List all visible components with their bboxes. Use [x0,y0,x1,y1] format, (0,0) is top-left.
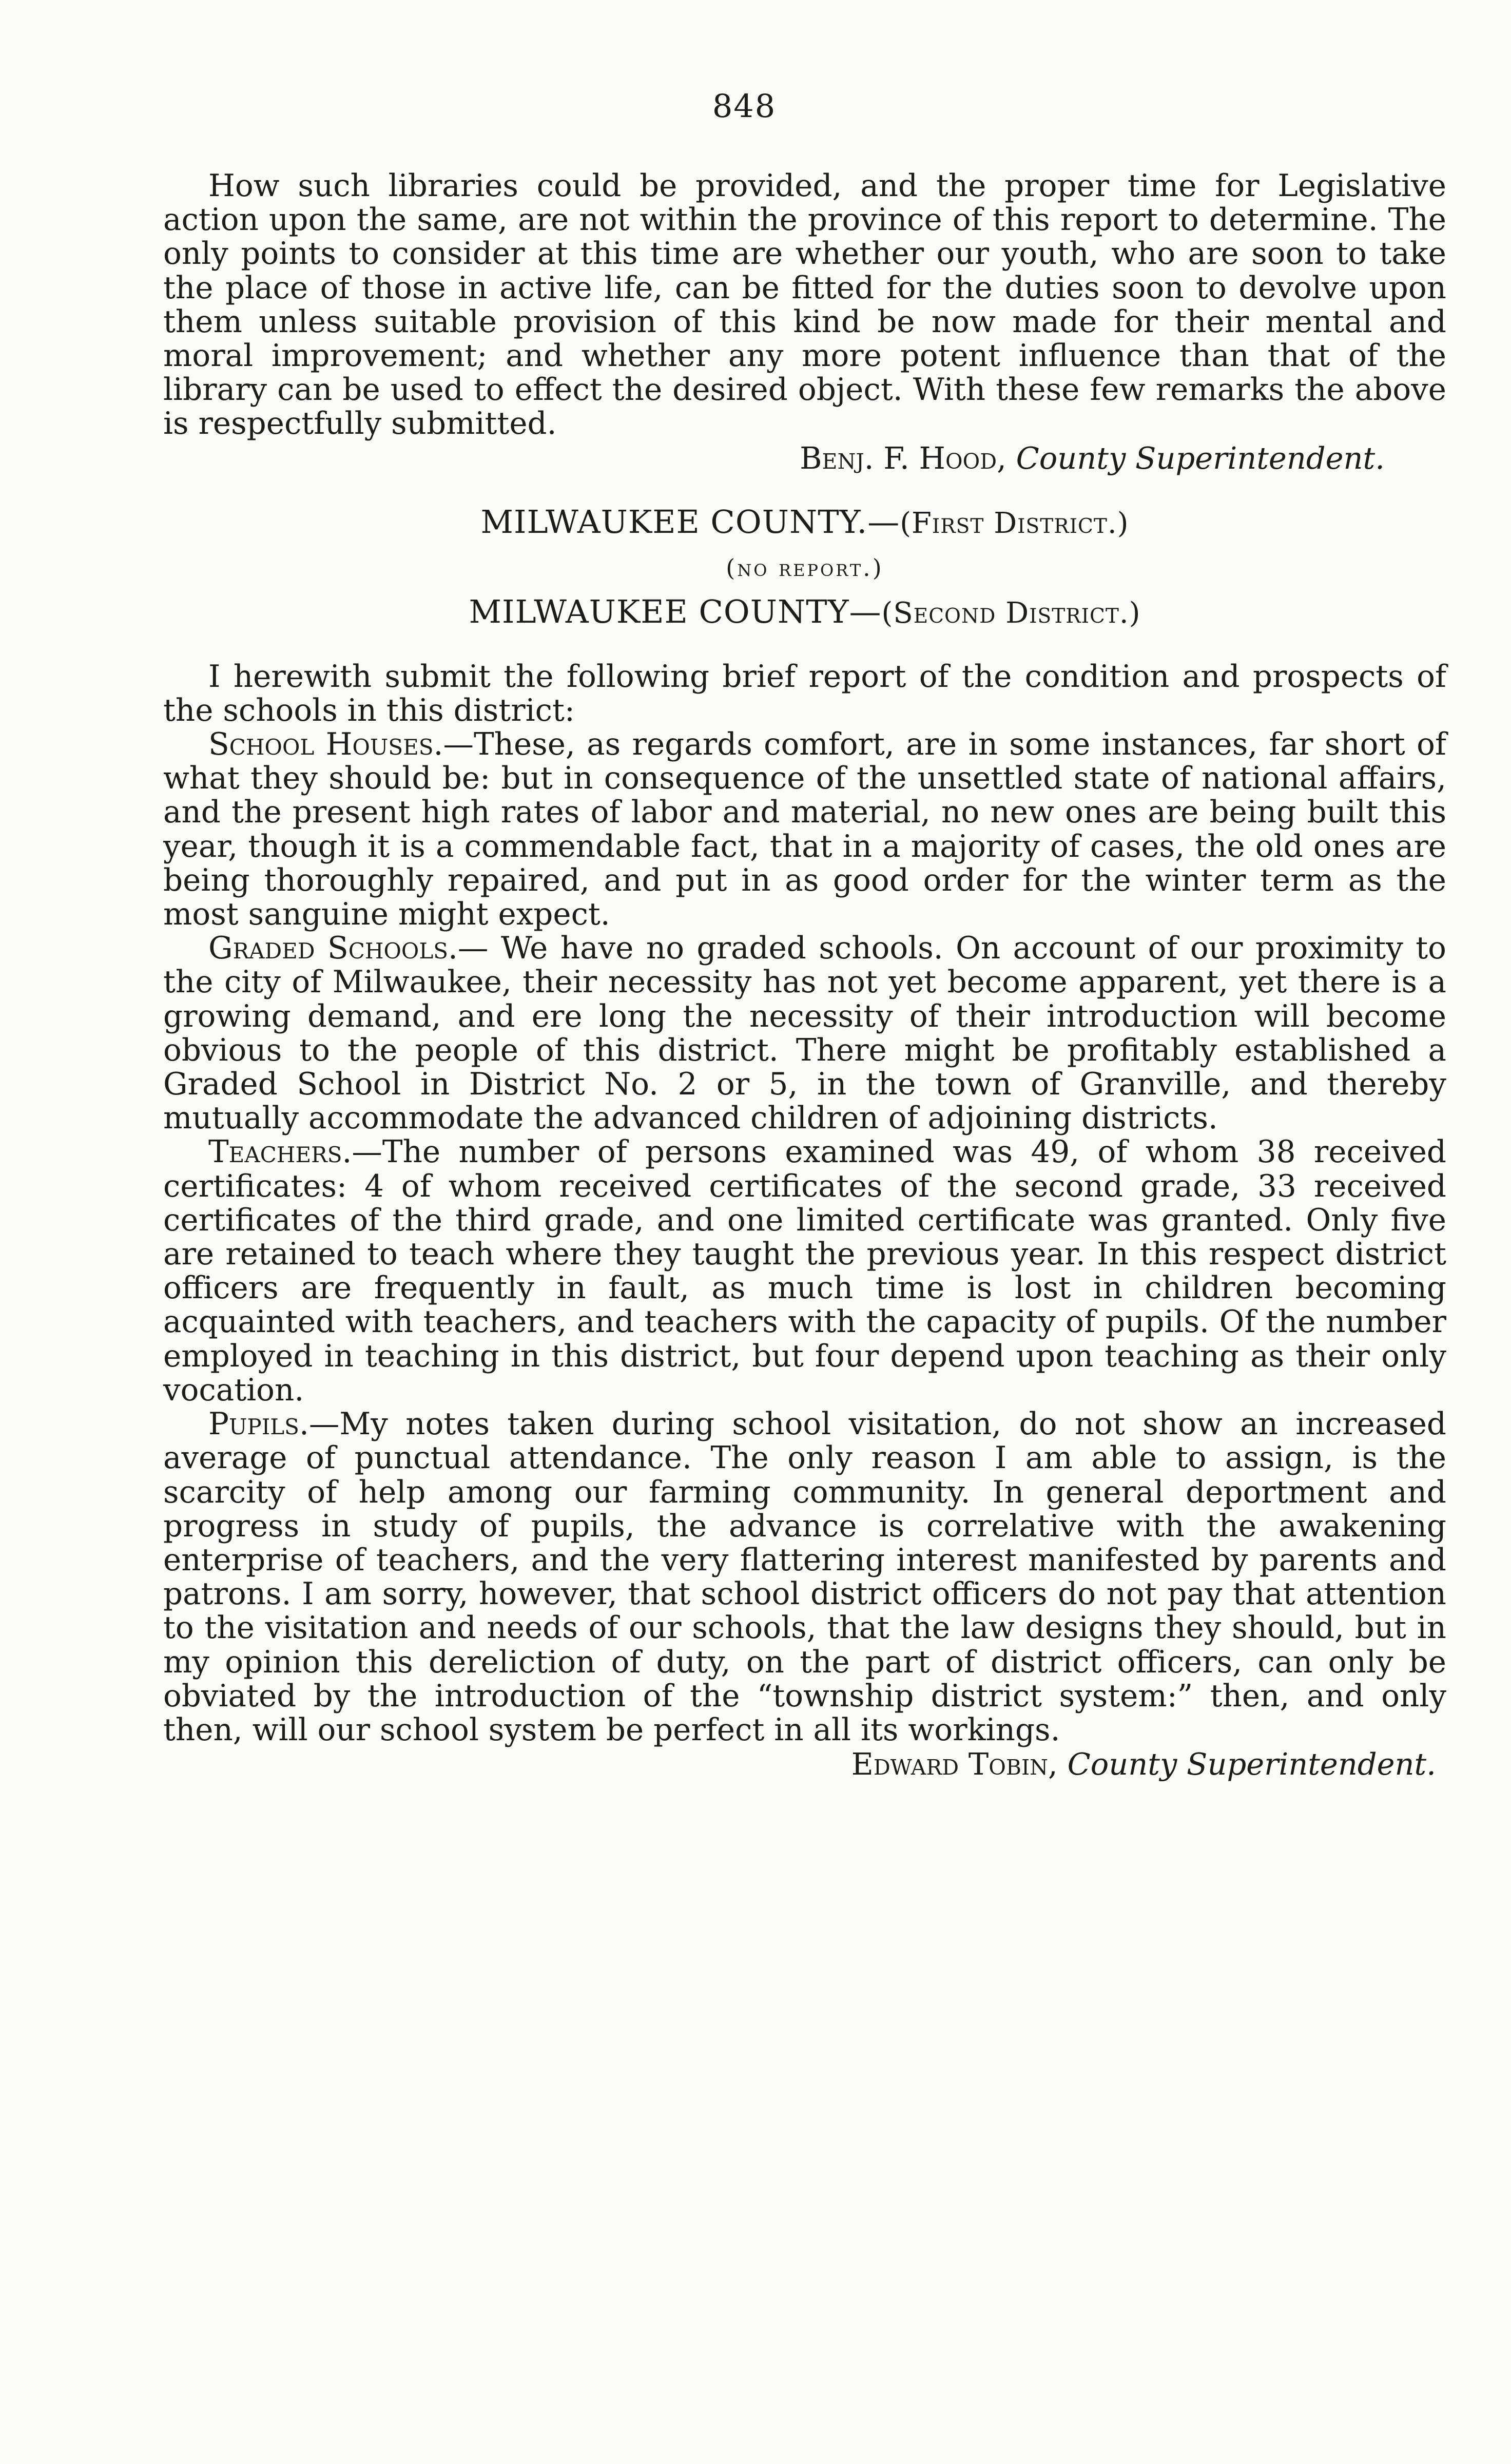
signature-title: County Superintendent. [1016,440,1385,476]
section-text: — We have no graded schools. On account of our proximity to the city of Milwaukee, their necessity has not yet become apparent, yet there is a growing demand, and ere long the necessity of their introduction will become obvious to the people of this district. There might be profitably established a Graded School in District No. 2 or 5, in the town of Granville, and thereby mutually accommodate the advanced children of adjoining districts. [163,931,1447,1137]
pupils-paragraph [163,1408,1446,1747]
document-body [163,169,1446,1781]
signature-name: Edward Tobin, [851,1746,1058,1782]
district-label: (Second District.) [881,596,1141,630]
section-text: —My notes taken during school visitation, do not show an increased average of punctual attendance. The only reason I am able to assign, is the scarcity of help among our farming community. In general deportment and progress in study of pupils, the advance is correlative with the awakening enterprise of teachers, and the very flattering interest manifested by parents and patrons. I am sorry, however, that school district officers do not pay that attention to the visitation and needs of our schools, that the law designs they should, but in my opinion this dereliction of duty, on the part of district officers, can only be obviated by the introduction of the “township district system:” then, and only then, will our school system be perfect in all its workings. [163,1407,1446,1748]
teachers-paragraph [163,1135,1446,1408]
signature-hood [163,441,1446,475]
signature-title: County Superintendent. [1067,1746,1436,1782]
page-number: 848 [712,87,777,125]
county-name: MILWAUKEE COUNTY— [469,592,882,630]
section-label: Pupils. [208,1407,309,1442]
district-label: (First District.) [900,506,1129,540]
section-label: Graded Schools. [208,931,458,967]
section-label: Teachers. [208,1134,352,1170]
first-district-heading [163,505,1446,541]
section-text: —These, as regards comfort, are in some instances, far short of what they should be: but in consequence of the unsettled state of national affairs, and the present high rates of labor and material, no new ones are being built this year, though it is a commendable fact, that in a majority of cases, the old ones are being thoroughly repaired, and put in as good order for the winter term as the most sanguine might expect. [163,727,1446,933]
section-text: —The number of persons examined was 49, of whom 38 received certificates: 4 of whom received certificates of the second grade, 33 received certificates of the third grade, and one limited certificate was granted. Only five are retained to teach where they taught the previous year. In this respect district officers are frequently in fault, as much time is lost in children becoming acquainted with teachers, and teachers with the capacity of pupils. Of the number employed in teaching in this district, but four depend upon teaching as their only vocation. [163,1134,1446,1408]
school-houses-paragraph [163,728,1446,932]
graded-schools-paragraph [163,932,1446,1135]
signature-tobin [163,1747,1446,1781]
intro-paragraph: How such libraries could be provided, and the proper time for Legislative action upon the same, are not within the province of this report to determine. The only points to consider at this time are whether our youth, who are soon to take the place of those in active life, can be fitted for the duties soon to devolve upon them unless suitable provision of this kind be now made for their mental and moral improvement; and whether any more potent influence than that of the library can be used to effect the desired object. With these few remarks the above is respectfully submitted. [163,168,1446,442]
signature-name: Benj. F. Hood, [800,440,1006,476]
report-intro-paragraph: I herewith submit the following brief report of the condition and prospects of the schools in this district: [163,659,1446,728]
no-report-note: (no report.) [726,553,884,582]
county-name: MILWAUKEE COUNTY.— [480,503,900,541]
section-label: School Houses. [208,727,443,763]
second-district-heading [163,592,1446,630]
